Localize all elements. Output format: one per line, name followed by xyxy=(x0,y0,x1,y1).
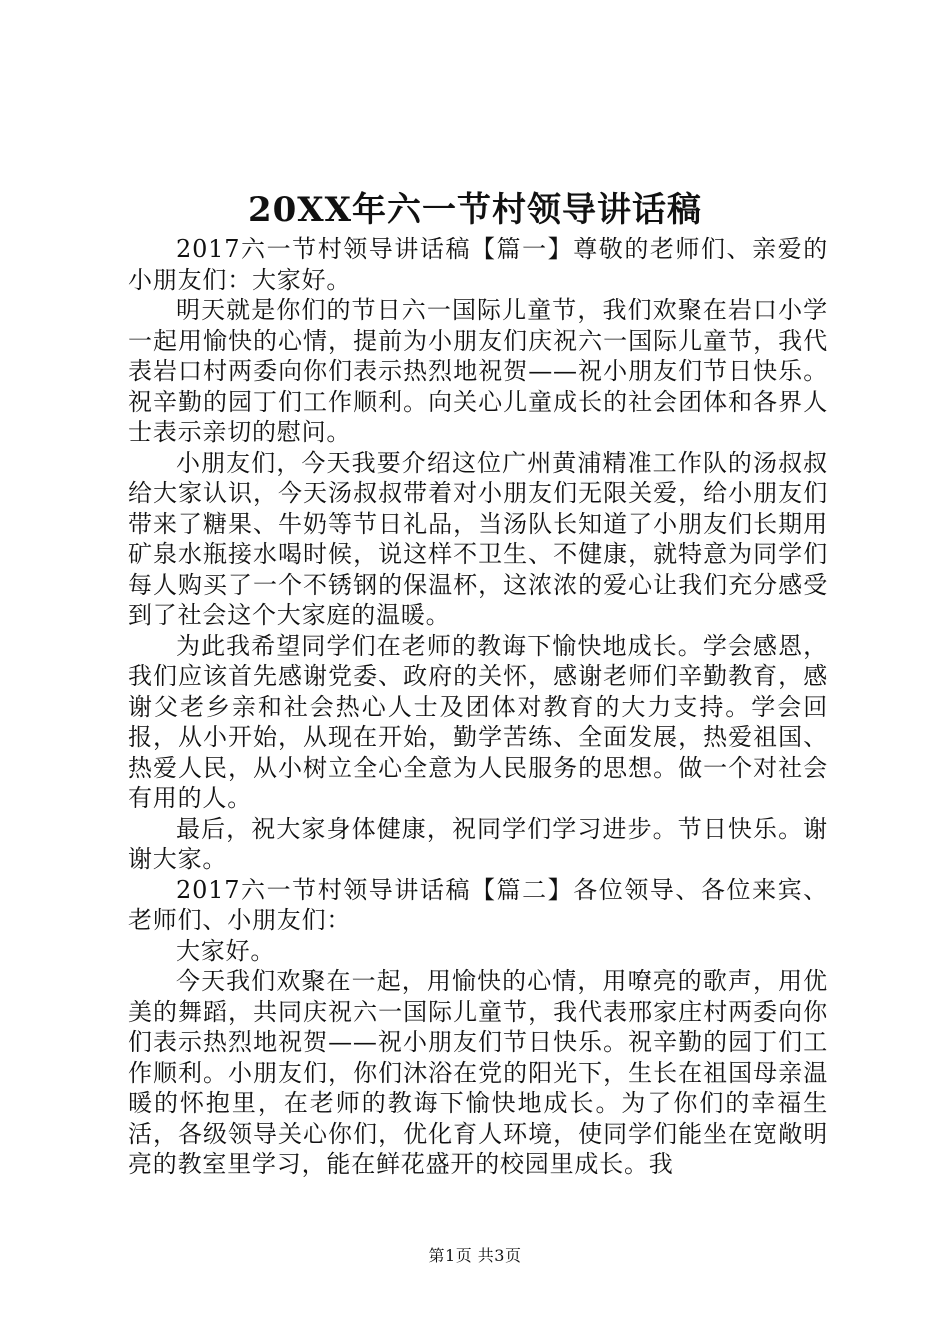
paragraph-7: 大家好。 xyxy=(176,936,276,965)
paragraph-6: 2017六一节村领导讲话稿【篇二】各位领导、各位来宾、老师们、小朋友们： xyxy=(128,875,828,934)
document-body xyxy=(128,234,828,1180)
paragraph-5: 最后，祝大家身体健康，祝同学们学习进步。节日快乐。谢谢大家。 xyxy=(128,814,828,873)
paragraph-1: 2017六一节村领导讲话稿【篇一】尊敬的老师们、亲爱的小朋友们：大家好。 xyxy=(128,235,828,294)
page-footer: 第1页 共3页 xyxy=(428,1246,522,1265)
document-title: 20XX年六一节村领导讲话稿 xyxy=(247,190,703,230)
paragraph-3: 小朋友们，今天我要介绍这位广州黄浦精准工作队的汤叔叔给大家认识，今天汤叔叔带着对小朋友们无限关爱，给小朋友们带来了糖果、牛奶等节日礼品，当汤队长知道了小朋友们长期用矿泉水瓶接水喝时候，说这样不卫生、不健康，就特意为同学们每人购买了一个不锈钢的保温杯，这浓浓的爱心让我们充分感受到了社会这个大家庭的温暖。 xyxy=(128,448,828,629)
paragraph-8: 今天我们欢聚在一起，用愉快的心情，用嘹亮的歌声，用优美的舞蹈，共同庆祝六一国际儿童节，我代表邢家庄村两委向你们表示热烈地祝贺——祝小朋友们节日快乐。祝辛勤的园丁们工作顺利。小朋友们，你们沐浴在党的阳光下，生长在祖国母亲温暖的怀抱里，在老师的教诲下愉快地成长。为了你们的幸福生活，各级领导关心你们，优化育人环境，使同学们能坐在宽敞明亮的教室里学习，能在鲜花盛开的校园里成长。我 xyxy=(128,967,828,1178)
paragraph-2: 明天就是你们的节日六一国际儿童节，我们欢聚在岩口小学一起用愉快的心情，提前为小朋友们庆祝六一国际儿童节，我代表岩口村两委向你们表示热烈地祝贺——祝小朋友们节日快乐。祝辛勤的园丁们工作顺利。向关心儿童成长的社会团体和各界人士表示亲切的慰问。 xyxy=(128,296,828,446)
paragraph-4: 为此我希望同学们在老师的教诲下愉快地成长。学会感恩，我们应该首先感谢党委、政府的关怀，感谢老师们辛勤教育，感谢父老乡亲和社会热心人士及团体对教育的大力支持。学会回报，从小开始，从现在开始，勤学苦练、全面发展，热爱祖国、热爱人民，从小树立全心全意为人民服务的思想。做一个对社会有用的人。 xyxy=(128,631,828,812)
